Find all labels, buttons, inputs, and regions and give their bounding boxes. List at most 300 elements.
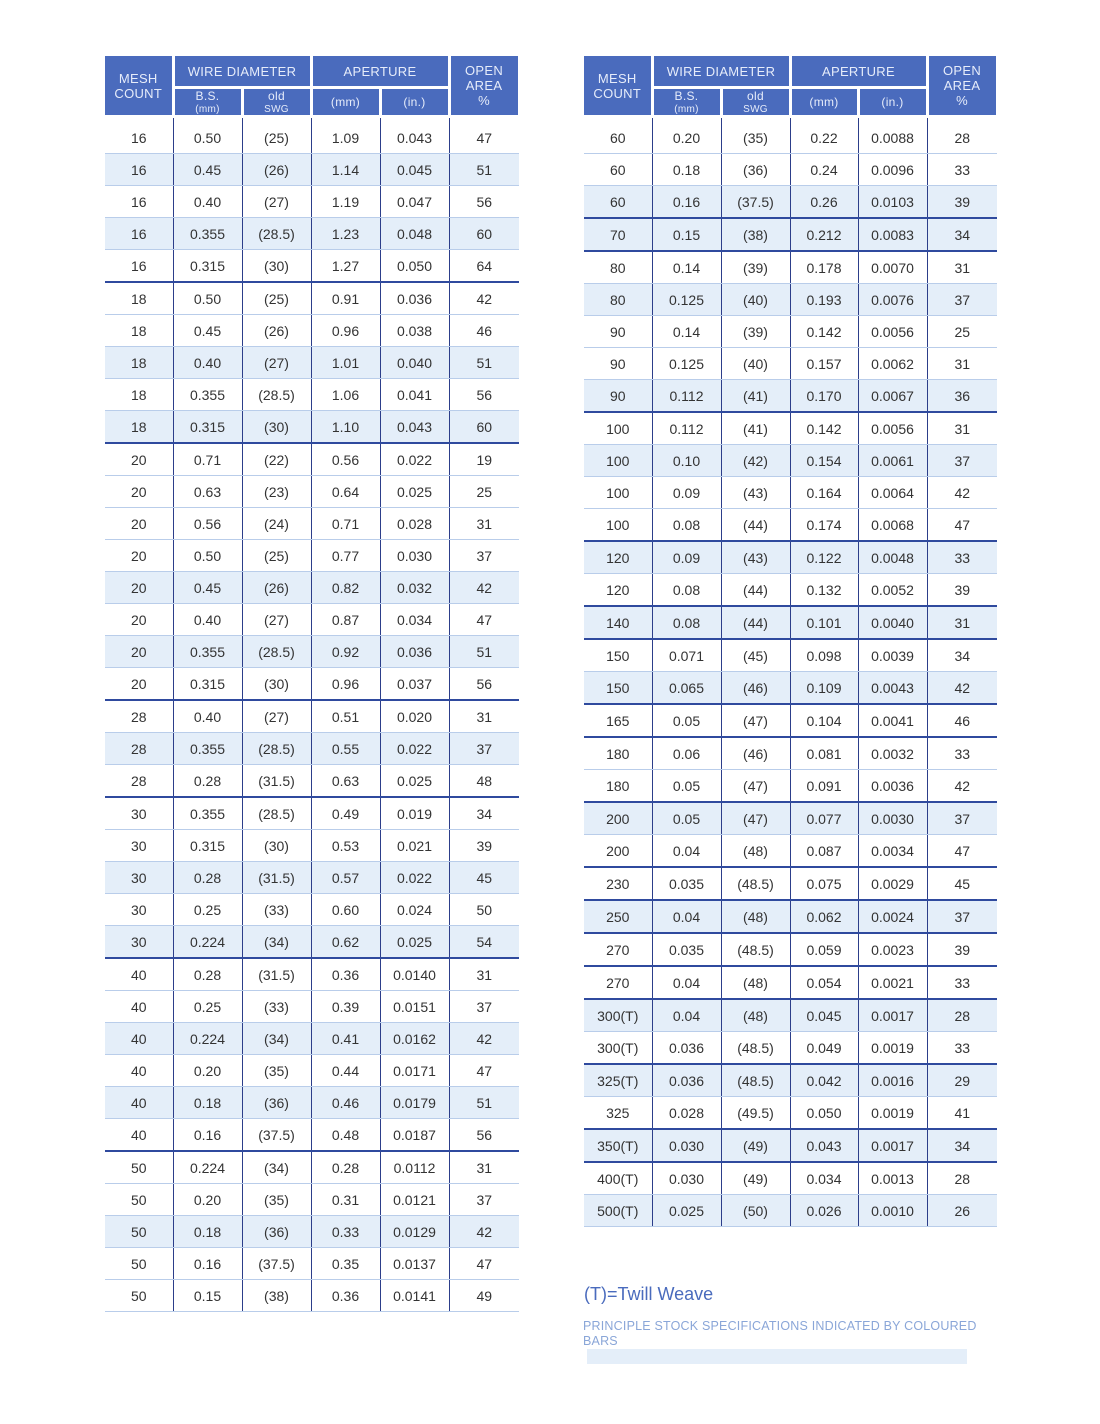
old-swg-cell: (38) <box>242 1280 311 1312</box>
old-swg-cell: (43) <box>721 477 790 509</box>
aperture-mm-cell: 0.104 <box>790 704 858 737</box>
bs-mm-cell: 0.14 <box>652 251 721 284</box>
header-aperture: APERTURE <box>790 56 927 88</box>
aperture-mm-cell: 0.062 <box>790 900 858 933</box>
header-bs-unit: (mm) <box>674 104 699 115</box>
open-area-cell: 47 <box>449 1055 519 1087</box>
bs-mm-cell: 0.28 <box>173 765 242 798</box>
open-area-cell: 33 <box>927 966 997 999</box>
mesh-count-cell: 30 <box>105 797 173 830</box>
old-swg-cell: (26) <box>242 315 311 347</box>
header-open-area <box>927 56 997 117</box>
mesh-count-cell: 30 <box>105 862 173 894</box>
stock-note-text: PRINCIPLE STOCK SPECIFICATIONS INDICATED BY COLOURED BARS <box>583 1319 977 1348</box>
old-swg-cell: (48.5) <box>721 1032 790 1065</box>
table-row <box>105 765 519 798</box>
table-row <box>584 999 997 1032</box>
mesh-count-cell: 20 <box>105 443 173 476</box>
old-swg-cell: (44) <box>721 606 790 639</box>
mesh-count-cell: 30 <box>105 926 173 959</box>
mesh-count-cell: 20 <box>105 636 173 668</box>
aperture-mm-cell: 0.075 <box>790 867 858 900</box>
aperture-in-cell: 0.024 <box>380 894 449 926</box>
aperture-mm-cell: 0.26 <box>790 186 858 219</box>
bs-mm-cell: 0.355 <box>173 218 242 250</box>
bs-mm-cell: 0.40 <box>173 604 242 636</box>
open-area-cell: 47 <box>449 604 519 636</box>
aperture-in-cell: 0.0076 <box>858 284 927 316</box>
aperture-in-cell: 0.047 <box>380 186 449 218</box>
mesh-count-cell: 300(T) <box>584 1032 652 1065</box>
mesh-count-cell: 50 <box>105 1216 173 1248</box>
mesh-count-cell: 270 <box>584 933 652 966</box>
table-row <box>105 218 519 250</box>
aperture-in-cell: 0.028 <box>380 508 449 540</box>
aperture-in-cell: 0.0019 <box>858 1032 927 1065</box>
aperture-in-cell: 0.022 <box>380 862 449 894</box>
bs-mm-cell: 0.315 <box>173 668 242 701</box>
header-bs-unit: (mm) <box>195 104 220 115</box>
aperture-in-cell: 0.0141 <box>380 1280 449 1312</box>
table-row <box>584 835 997 868</box>
bs-mm-cell: 0.25 <box>173 894 242 926</box>
table-row <box>584 672 997 705</box>
open-area-cell: 50 <box>449 894 519 926</box>
aperture-in-cell: 0.0061 <box>858 445 927 477</box>
mesh-count-cell: 180 <box>584 737 652 770</box>
open-area-cell: 56 <box>449 186 519 218</box>
aperture-mm-cell: 0.043 <box>790 1129 858 1162</box>
old-swg-cell: (28.5) <box>242 733 311 765</box>
header-old-label: old <box>268 89 285 103</box>
mesh-count-cell: 100 <box>584 445 652 477</box>
open-area-cell: 34 <box>927 639 997 672</box>
aperture-mm-cell: 0.41 <box>311 1023 380 1055</box>
old-swg-cell: (31.5) <box>242 765 311 798</box>
old-swg-cell: (33) <box>242 991 311 1023</box>
bs-mm-cell: 0.50 <box>173 540 242 572</box>
aperture-in-cell: 0.0019 <box>858 1097 927 1130</box>
open-area-cell: 51 <box>449 636 519 668</box>
aperture-in-cell: 0.0017 <box>858 1129 927 1162</box>
table-row <box>105 1119 519 1152</box>
table-row <box>584 867 997 900</box>
bs-mm-cell: 0.56 <box>173 508 242 540</box>
header-bs-label: B.S. <box>674 89 699 103</box>
aperture-mm-cell: 0.101 <box>790 606 858 639</box>
old-swg-cell: (36) <box>721 154 790 186</box>
mesh-count-cell: 60 <box>584 154 652 186</box>
aperture-in-cell: 0.0070 <box>858 251 927 284</box>
aperture-in-cell: 0.0024 <box>858 900 927 933</box>
header-mesh-count: MESH COUNT <box>584 56 652 117</box>
aperture-mm-cell: 0.098 <box>790 639 858 672</box>
open-area-cell: 45 <box>927 867 997 900</box>
bs-mm-cell: 0.20 <box>173 1184 242 1216</box>
table-row <box>105 700 519 733</box>
table-row <box>584 541 997 574</box>
aperture-mm-cell: 0.49 <box>311 797 380 830</box>
mesh-count-cell: 50 <box>105 1151 173 1184</box>
header-open-area-unit: % <box>956 93 968 108</box>
mesh-count-cell: 100 <box>584 509 652 542</box>
aperture-mm-cell: 1.19 <box>311 186 380 218</box>
aperture-in-cell: 0.0043 <box>858 672 927 705</box>
aperture-in-cell: 0.0016 <box>858 1064 927 1097</box>
mesh-count-cell: 18 <box>105 347 173 379</box>
mesh-count-cell: 80 <box>584 251 652 284</box>
open-area-cell: 31 <box>927 412 997 445</box>
mesh-count-cell: 180 <box>584 770 652 803</box>
header-aperture: APERTURE <box>311 56 449 88</box>
table-row <box>105 572 519 604</box>
mesh-count-cell: 50 <box>105 1184 173 1216</box>
aperture-mm-cell: 0.142 <box>790 412 858 445</box>
open-area-cell: 37 <box>449 733 519 765</box>
header-open-area-label: OPEN AREA <box>942 63 982 93</box>
header-bs <box>173 88 242 117</box>
mesh-count-cell: 80 <box>584 284 652 316</box>
mesh-count-cell: 300(T) <box>584 999 652 1032</box>
aperture-mm-cell: 0.109 <box>790 672 858 705</box>
bs-mm-cell: 0.025 <box>652 1195 721 1227</box>
aperture-mm-cell: 0.60 <box>311 894 380 926</box>
aperture-in-cell: 0.0056 <box>858 412 927 445</box>
table-row <box>584 606 997 639</box>
aperture-in-cell: 0.0039 <box>858 639 927 672</box>
aperture-in-cell: 0.0056 <box>858 316 927 348</box>
mesh-count-cell: 30 <box>105 894 173 926</box>
header-bs <box>652 88 721 117</box>
open-area-cell: 25 <box>449 476 519 508</box>
coloured-bar-sample <box>587 1349 967 1364</box>
mesh-count-cell: 30 <box>105 830 173 862</box>
mesh-table-right <box>584 56 999 1227</box>
open-area-cell: 51 <box>449 347 519 379</box>
old-swg-cell: (38) <box>721 218 790 251</box>
table-row <box>105 117 519 154</box>
aperture-mm-cell: 0.212 <box>790 218 858 251</box>
aperture-mm-cell: 0.36 <box>311 1280 380 1312</box>
mesh-count-cell: 40 <box>105 1055 173 1087</box>
old-swg-cell: (41) <box>721 412 790 445</box>
aperture-mm-cell: 0.054 <box>790 966 858 999</box>
aperture-mm-cell: 0.24 <box>790 154 858 186</box>
bs-mm-cell: 0.071 <box>652 639 721 672</box>
aperture-in-cell: 0.030 <box>380 540 449 572</box>
open-area-cell: 42 <box>927 477 997 509</box>
table-row <box>105 636 519 668</box>
open-area-cell: 37 <box>927 900 997 933</box>
aperture-mm-cell: 1.14 <box>311 154 380 186</box>
aperture-in-cell: 0.0010 <box>858 1195 927 1227</box>
aperture-mm-cell: 0.193 <box>790 284 858 316</box>
old-swg-cell: (46) <box>721 737 790 770</box>
bs-mm-cell: 0.50 <box>173 282 242 315</box>
table-row <box>105 830 519 862</box>
aperture-in-cell: 0.0040 <box>858 606 927 639</box>
stock-specification-note <box>583 1319 998 1364</box>
mesh-count-cell: 16 <box>105 186 173 218</box>
open-area-cell: 48 <box>449 765 519 798</box>
header-old-unit: SWG <box>264 104 289 115</box>
old-swg-cell: (25) <box>242 117 311 154</box>
aperture-mm-cell: 0.96 <box>311 315 380 347</box>
bs-mm-cell: 0.20 <box>652 117 721 154</box>
open-area-cell: 37 <box>927 445 997 477</box>
aperture-in-cell: 0.019 <box>380 797 449 830</box>
old-swg-cell: (48) <box>721 999 790 1032</box>
aperture-mm-cell: 0.51 <box>311 700 380 733</box>
aperture-mm-cell: 1.09 <box>311 117 380 154</box>
aperture-mm-cell: 1.23 <box>311 218 380 250</box>
aperture-in-cell: 0.0023 <box>858 933 927 966</box>
aperture-in-cell: 0.0096 <box>858 154 927 186</box>
aperture-mm-cell: 0.44 <box>311 1055 380 1087</box>
mesh-count-cell: 40 <box>105 1023 173 1055</box>
table-row <box>584 933 997 966</box>
open-area-cell: 51 <box>449 1087 519 1119</box>
mesh-count-cell: 150 <box>584 639 652 672</box>
open-area-cell: 28 <box>927 1162 997 1195</box>
table-row <box>105 1184 519 1216</box>
table-row <box>105 1055 519 1087</box>
mesh-count-cell: 250 <box>584 900 652 933</box>
header-wire-diameter: WIRE DIAMETER <box>652 56 790 88</box>
mesh-count-cell: 28 <box>105 765 173 798</box>
mesh-count-cell: 50 <box>105 1280 173 1312</box>
aperture-in-cell: 0.0013 <box>858 1162 927 1195</box>
old-swg-cell: (34) <box>242 1151 311 1184</box>
old-swg-cell: (48) <box>721 900 790 933</box>
aperture-mm-cell: 0.48 <box>311 1119 380 1152</box>
aperture-mm-cell: 0.157 <box>790 348 858 380</box>
aperture-in-cell: 0.043 <box>380 117 449 154</box>
mesh-count-cell: 20 <box>105 668 173 701</box>
aperture-in-cell: 0.0021 <box>858 966 927 999</box>
open-area-cell: 34 <box>927 218 997 251</box>
old-swg-cell: (44) <box>721 574 790 607</box>
old-swg-cell: (39) <box>721 251 790 284</box>
table-row <box>584 704 997 737</box>
open-area-cell: 31 <box>449 700 519 733</box>
aperture-in-cell: 0.020 <box>380 700 449 733</box>
open-area-cell: 39 <box>927 574 997 607</box>
aperture-mm-cell: 0.034 <box>790 1162 858 1195</box>
bs-mm-cell: 0.63 <box>173 476 242 508</box>
old-swg-cell: (47) <box>721 770 790 803</box>
mesh-count-cell: 150 <box>584 672 652 705</box>
mesh-count-cell: 40 <box>105 991 173 1023</box>
aperture-mm-cell: 1.27 <box>311 250 380 283</box>
bs-mm-cell: 0.45 <box>173 315 242 347</box>
aperture-in-cell: 0.032 <box>380 572 449 604</box>
aperture-in-cell: 0.0030 <box>858 802 927 835</box>
bs-mm-cell: 0.355 <box>173 379 242 411</box>
old-swg-cell: (27) <box>242 186 311 218</box>
table-row <box>105 668 519 701</box>
old-swg-cell: (22) <box>242 443 311 476</box>
old-swg-cell: (26) <box>242 572 311 604</box>
old-swg-cell: (28.5) <box>242 218 311 250</box>
bs-mm-cell: 0.16 <box>173 1248 242 1280</box>
old-swg-cell: (30) <box>242 411 311 444</box>
bs-mm-cell: 0.112 <box>652 380 721 413</box>
mesh-count-cell: 200 <box>584 802 652 835</box>
bs-mm-cell: 0.18 <box>652 154 721 186</box>
bs-mm-cell: 0.125 <box>652 284 721 316</box>
table-row <box>584 380 997 413</box>
old-swg-cell: (23) <box>242 476 311 508</box>
bs-mm-cell: 0.10 <box>652 445 721 477</box>
bs-mm-cell: 0.224 <box>173 926 242 959</box>
aperture-in-cell: 0.0029 <box>858 867 927 900</box>
bs-mm-cell: 0.04 <box>652 900 721 933</box>
open-area-cell: 47 <box>927 509 997 542</box>
old-swg-cell: (37.5) <box>242 1119 311 1152</box>
aperture-mm-cell: 0.57 <box>311 862 380 894</box>
mesh-count-cell: 90 <box>584 348 652 380</box>
table-row <box>105 1216 519 1248</box>
old-swg-cell: (27) <box>242 700 311 733</box>
aperture-in-cell: 0.0062 <box>858 348 927 380</box>
aperture-in-cell: 0.0041 <box>858 704 927 737</box>
table-row <box>105 991 519 1023</box>
bs-mm-cell: 0.08 <box>652 606 721 639</box>
bs-mm-cell: 0.40 <box>173 700 242 733</box>
aperture-mm-cell: 0.35 <box>311 1248 380 1280</box>
mesh-count-cell: 100 <box>584 477 652 509</box>
aperture-in-cell: 0.022 <box>380 443 449 476</box>
old-swg-cell: (25) <box>242 540 311 572</box>
table-row <box>584 966 997 999</box>
aperture-in-cell: 0.040 <box>380 347 449 379</box>
bs-mm-cell: 0.125 <box>652 348 721 380</box>
twill-weave-note: (T)=Twill Weave <box>584 1284 714 1304</box>
bs-mm-cell: 0.355 <box>173 733 242 765</box>
aperture-mm-cell: 0.132 <box>790 574 858 607</box>
aperture-in-cell: 0.0179 <box>380 1087 449 1119</box>
aperture-mm-cell: 0.174 <box>790 509 858 542</box>
open-area-cell: 60 <box>449 411 519 444</box>
header-mesh-count: MESH COUNT <box>105 56 173 117</box>
aperture-mm-cell: 0.026 <box>790 1195 858 1227</box>
mesh-count-cell: 270 <box>584 966 652 999</box>
bs-mm-cell: 0.036 <box>652 1064 721 1097</box>
mesh-count-cell: 16 <box>105 154 173 186</box>
old-swg-cell: (41) <box>721 380 790 413</box>
mesh-count-cell: 28 <box>105 733 173 765</box>
bs-mm-cell: 0.16 <box>173 1119 242 1152</box>
aperture-in-cell: 0.0052 <box>858 574 927 607</box>
aperture-mm-cell: 0.87 <box>311 604 380 636</box>
bs-mm-cell: 0.04 <box>652 999 721 1032</box>
table-row <box>105 411 519 444</box>
bs-mm-cell: 0.035 <box>652 867 721 900</box>
mesh-count-cell: 325(T) <box>584 1064 652 1097</box>
aperture-mm-cell: 0.28 <box>311 1151 380 1184</box>
aperture-in-cell: 0.036 <box>380 636 449 668</box>
old-swg-cell: (34) <box>242 926 311 959</box>
table-row <box>584 186 997 219</box>
old-swg-cell: (34) <box>242 1023 311 1055</box>
aperture-mm-cell: 0.122 <box>790 541 858 574</box>
mesh-count-cell: 40 <box>105 1119 173 1152</box>
old-swg-cell: (28.5) <box>242 379 311 411</box>
aperture-in-cell: 0.0048 <box>858 541 927 574</box>
aperture-mm-cell: 1.10 <box>311 411 380 444</box>
bs-mm-cell: 0.28 <box>173 958 242 991</box>
open-area-cell: 42 <box>449 1216 519 1248</box>
header-wire-diameter: WIRE DIAMETER <box>173 56 311 88</box>
bs-mm-cell: 0.028 <box>652 1097 721 1130</box>
old-swg-cell: (26) <box>242 154 311 186</box>
table-row <box>584 574 997 607</box>
aperture-mm-cell: 0.36 <box>311 958 380 991</box>
open-area-cell: 25 <box>927 316 997 348</box>
aperture-mm-cell: 0.178 <box>790 251 858 284</box>
bs-mm-cell: 0.50 <box>173 117 242 154</box>
bs-mm-cell: 0.224 <box>173 1151 242 1184</box>
open-area-cell: 31 <box>449 508 519 540</box>
open-area-cell: 41 <box>927 1097 997 1130</box>
old-swg-cell: (30) <box>242 830 311 862</box>
aperture-mm-cell: 0.55 <box>311 733 380 765</box>
table-row <box>105 1087 519 1119</box>
aperture-in-cell: 0.0151 <box>380 991 449 1023</box>
open-area-cell: 49 <box>449 1280 519 1312</box>
open-area-cell: 33 <box>927 154 997 186</box>
aperture-in-cell: 0.025 <box>380 765 449 798</box>
table-row <box>105 733 519 765</box>
header-open-area-unit: % <box>478 93 490 108</box>
open-area-cell: 28 <box>927 999 997 1032</box>
bs-mm-cell: 0.112 <box>652 412 721 445</box>
open-area-cell: 47 <box>449 1248 519 1280</box>
aperture-mm-cell: 0.050 <box>790 1097 858 1130</box>
bs-mm-cell: 0.355 <box>173 636 242 668</box>
old-swg-cell: (49.5) <box>721 1097 790 1130</box>
aperture-mm-cell: 0.96 <box>311 668 380 701</box>
mesh-count-cell: 20 <box>105 508 173 540</box>
table-row <box>105 379 519 411</box>
open-area-cell: 37 <box>927 284 997 316</box>
table-row <box>584 412 997 445</box>
header-bs-label: B.S. <box>195 89 220 103</box>
old-swg-cell: (39) <box>721 316 790 348</box>
aperture-in-cell: 0.037 <box>380 668 449 701</box>
old-swg-cell: (28.5) <box>242 797 311 830</box>
open-area-cell: 33 <box>927 541 997 574</box>
old-swg-cell: (30) <box>242 668 311 701</box>
aperture-in-cell: 0.0137 <box>380 1248 449 1280</box>
table-row <box>105 1023 519 1055</box>
table-row <box>105 958 519 991</box>
old-swg-cell: (45) <box>721 639 790 672</box>
header-aperture-in: (in.) <box>380 88 449 117</box>
aperture-mm-cell: 0.049 <box>790 1032 858 1065</box>
mesh-count-cell: 165 <box>584 704 652 737</box>
bs-mm-cell: 0.09 <box>652 541 721 574</box>
aperture-in-cell: 0.0121 <box>380 1184 449 1216</box>
bs-mm-cell: 0.06 <box>652 737 721 770</box>
bs-mm-cell: 0.04 <box>652 835 721 868</box>
mesh-count-cell: 16 <box>105 117 173 154</box>
table-row <box>584 1064 997 1097</box>
old-swg-cell: (48.5) <box>721 867 790 900</box>
header-old-swg <box>721 88 790 117</box>
header-aperture-mm: (mm) <box>790 88 858 117</box>
